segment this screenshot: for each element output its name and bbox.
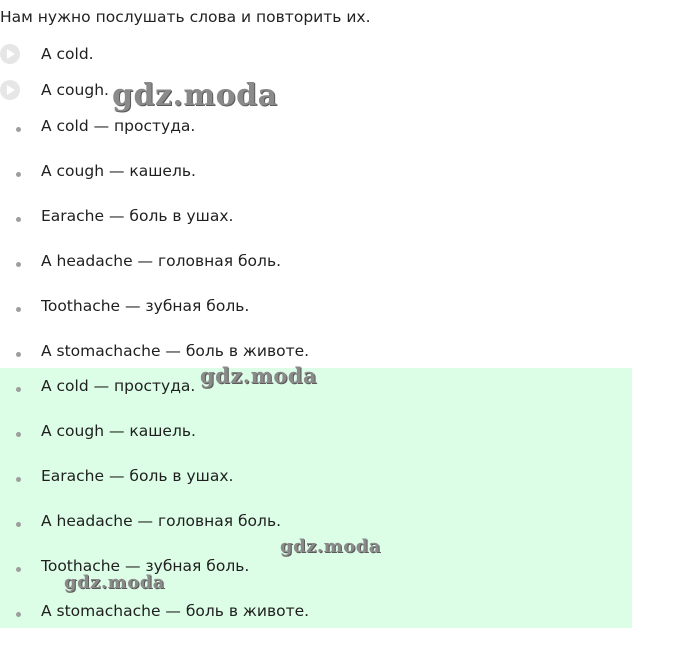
- list-item-text: A cough — кашель.: [41, 422, 196, 440]
- bullet-icon: [16, 477, 21, 482]
- bullet-icon: [16, 567, 21, 572]
- watermark: gdz.moda: [280, 536, 381, 557]
- list-item-text: Earache — боль в ушах.: [41, 467, 234, 485]
- play-icon: [7, 85, 15, 95]
- bullet-icon: [16, 432, 21, 437]
- list-item-text: A cold — простуда.: [41, 117, 196, 135]
- list-item-text: A cough — кашель.: [41, 162, 196, 180]
- bullet-icon: [16, 172, 21, 177]
- answer-box: [0, 368, 632, 628]
- play-button[interactable]: [0, 44, 20, 64]
- play-icon: [7, 49, 15, 59]
- bullet-icon: [16, 612, 21, 617]
- bullet-icon: [16, 217, 21, 222]
- audio-row-cold: [0, 42, 94, 66]
- watermark: gdz.moda: [64, 572, 165, 593]
- list-item-text: A stomachache — боль в животе.: [41, 342, 310, 360]
- bullet-icon: [16, 262, 21, 267]
- audio-label: A cough.: [41, 81, 109, 99]
- bullet-icon: [16, 387, 21, 392]
- list-item-text: Toothache — зубная боль.: [41, 297, 250, 315]
- watermark: gdz.moda: [200, 363, 318, 388]
- list-item-text: A cold — простуда.: [41, 377, 196, 395]
- play-button[interactable]: [0, 80, 20, 100]
- watermark: gdz.moda: [112, 78, 278, 113]
- list-item-text: A headache — головная боль.: [41, 512, 282, 530]
- bullet-icon: [16, 352, 21, 357]
- list-item-text: A stomachache — боль в животе.: [41, 602, 310, 620]
- list-item-text: Earache — боль в ушах.: [41, 207, 234, 225]
- list-item-text: Toothache — зубная боль.: [41, 557, 250, 575]
- bullet-icon: [16, 522, 21, 527]
- intro-text: Нам нужно послушать слова и повторить их.: [0, 8, 371, 26]
- audio-label: A cold.: [41, 45, 94, 63]
- bullet-icon: [16, 127, 21, 132]
- list-item-text: A headache — головная боль.: [41, 252, 282, 270]
- audio-row-cough: [0, 78, 109, 102]
- bullet-icon: [16, 307, 21, 312]
